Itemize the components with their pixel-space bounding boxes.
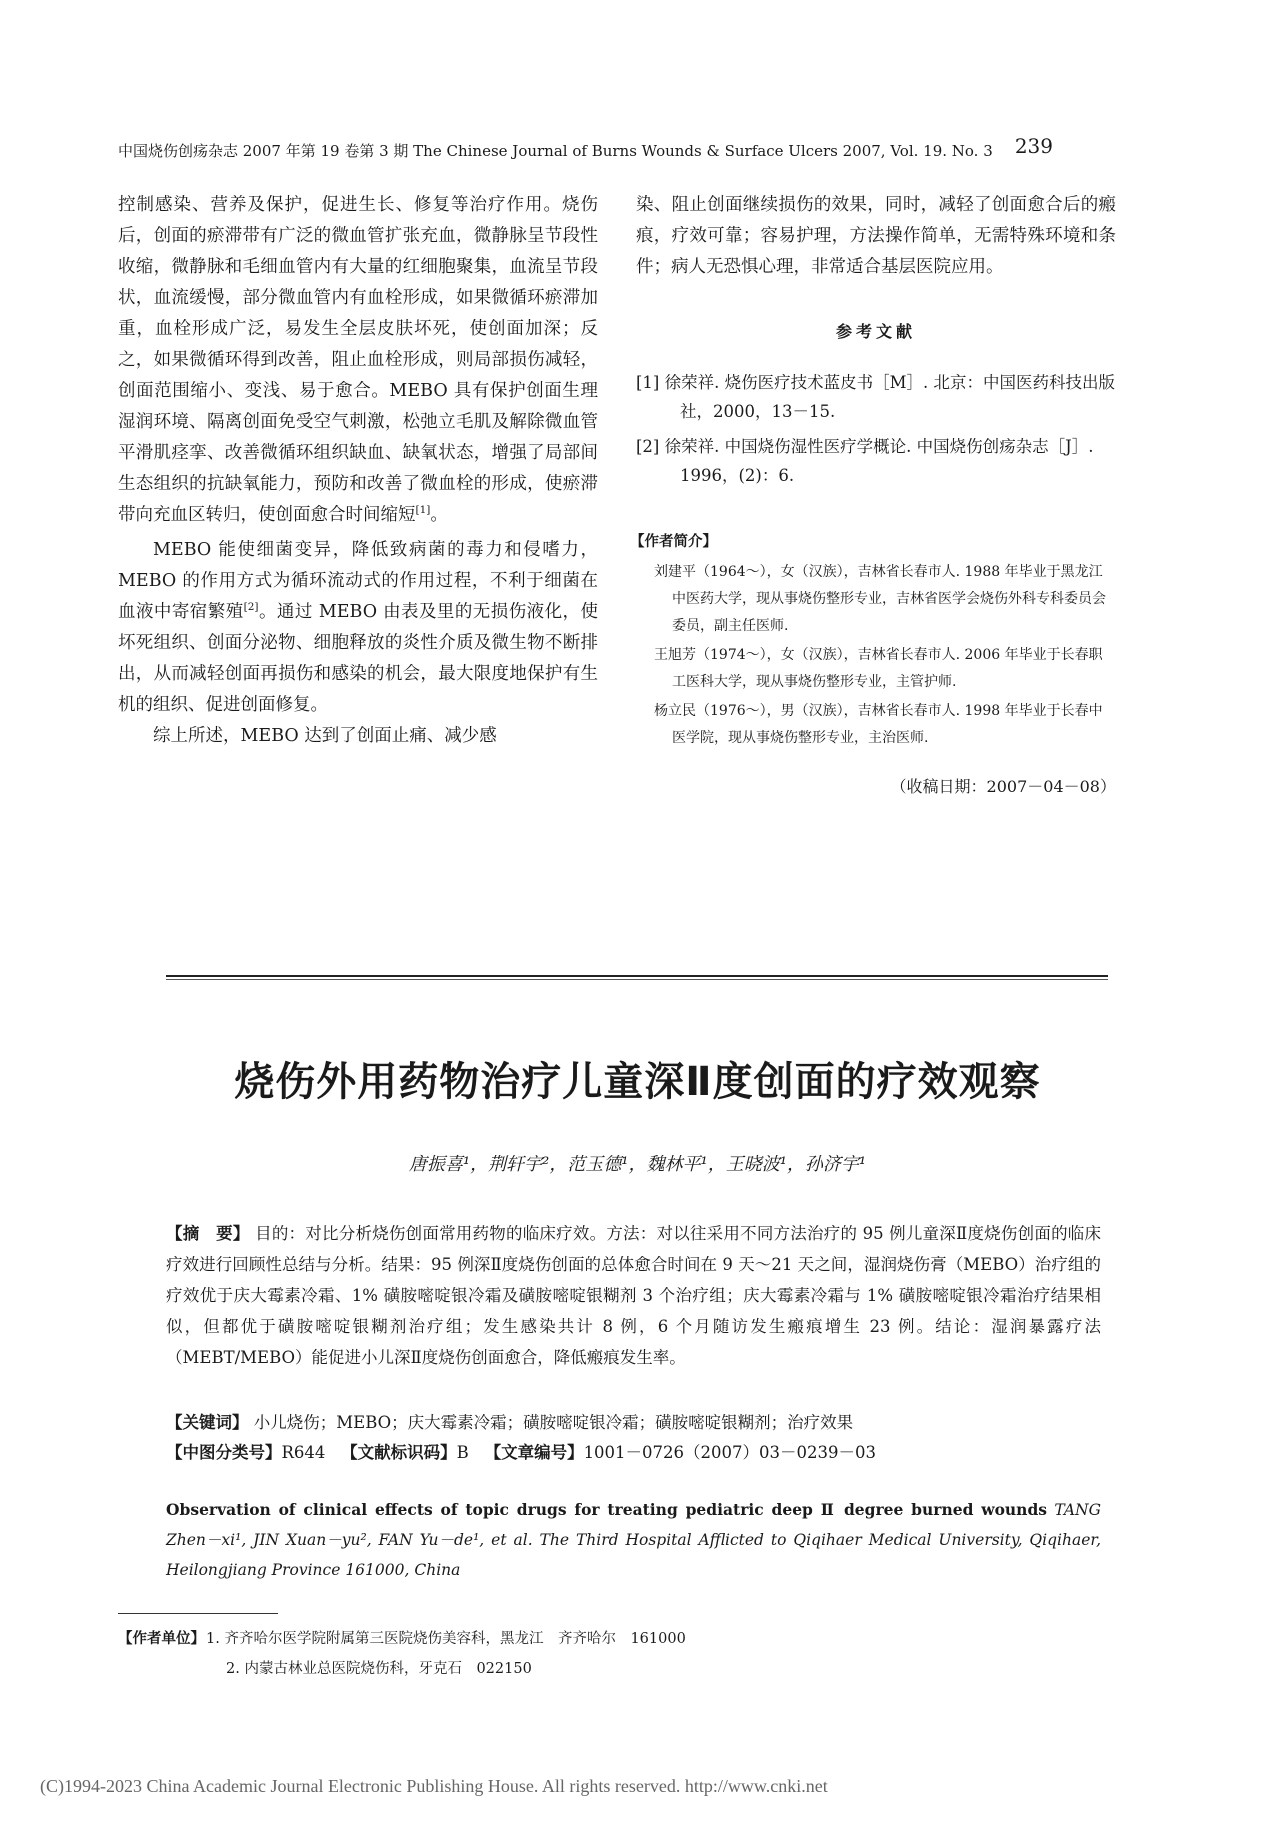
doccode-label: 【文献标识码】 xyxy=(341,1443,457,1462)
paragraph: 综上所述，MEBO 达到了创面止痛、减少感 xyxy=(153,726,497,746)
running-header xyxy=(118,134,1053,160)
author-bio: 杨立民（1976～），男（汉族），吉林省长春市人. 1998 年毕业于长春中医学院，现从事烧伤整形专业，主治医师. xyxy=(654,703,1103,746)
author-bio: 刘建平（1964～），女（汉族），吉林省长春市人. 1988 年毕业于黑龙江中医药大学，现从事烧伤整形专业，吉林省医学会烧伤外科专科委员会委员，副主任医师. xyxy=(654,564,1106,634)
citation[interactable]: [1] xyxy=(415,504,431,517)
section-divider-thin xyxy=(166,979,1108,980)
reference-item: [1] 徐荣祥. 烧伤医疗技术蓝皮书［M］. 北京：中国医药科技出版社，2000，13－15. xyxy=(636,373,1115,421)
articleno-value: 1001－0726（2007）03－0239－03 xyxy=(583,1443,877,1462)
affiliation-2: 2. 内蒙古林业总医院烧伤科，牙克石 022150 xyxy=(226,1661,532,1677)
paragraph: 控制感染、营养及保护，促进生长、修复等治疗作用。烧伤后，创面的瘀滞带有广泛的微血管扩张充血，微静脉呈节段性收缩，微静脉和毛细血管内有大量的红细胞聚集，血流呈节段状，血流缓慢，部分微血管内有血栓形成，如果微循环瘀滞加重，血栓形成广泛，易发生全层皮肤坏死，使创面加深；反之，如果微循环得到改善，阻止血栓形成，则局部损伤减轻，创面范围缩小、变浅、易于愈合。MEBO 具有保护创面生理湿润环境、隔离创面免受空气刺激，松弛立毛肌及解除微血管平滑肌痉挛、改善微循环组织缺血、缺氧状态，增强了局部间生态组织的抗缺氧能力，预防和改善了微血栓的形成，使瘀滞带向充血区转归，使创面愈合时间缩短[1]。 xyxy=(118,195,598,525)
author-bio-heading: 【作者简介】 xyxy=(630,533,717,550)
clc-label: 【中图分类号】 xyxy=(166,1443,282,1462)
paragraph: 染、阻止创面继续损伤的效果，同时，减轻了创面愈合后的瘢痕，疗效可靠；容易护理，方法操作简单，无需特殊环境和条件；病人无恐惧心理，非常适合基层医院应用。 xyxy=(636,195,1116,277)
author-bio: 王旭芳（1974～），女（汉族），吉林省长春市人. 2006 年毕业于长春职工医科大学，现从事烧伤整形专业，主管护师. xyxy=(654,647,1103,690)
section-divider xyxy=(166,975,1108,977)
running-title: 中国烧伤创疡杂志 2007 年第 19 卷第 3 期 The Chinese Journal of Burns Wounds & Surface Ulcers 2007, Vol. 19. No. 3 xyxy=(118,142,993,160)
keywords: 小儿烧伤；MEBO；庆大霉素冷霜；磺胺嘧啶银冷霜；磺胺嘧啶银糊剂；治疗效果 xyxy=(253,1413,854,1432)
english-abstract-header xyxy=(166,1495,1101,1585)
abstract-text: 目的：对比分析烧伤创面常用药物的临床疗效。方法：对以往采用不同方法治疗的 95 例儿童深Ⅱ度烧伤创面的临床疗效进行回顾性总结与分析。结果：95 例深Ⅱ度烧伤创面的总体愈合时间在 9 天～21 天之间，湿润烧伤膏（MEBO）治疗组的疗效优于庆大霉素冷霜、1% 磺胺嘧啶银冷霜及磺胺嘧啶银糊剂 3 个治疗组；庆大霉素冷霜与 1% 磺胺嘧啶银冷霜治疗结果相似，但都优于磺胺嘧啶银糊剂治疗组；发生感染共计 8 例，6 个月随访发生瘢痕增生 23 例。结论：湿润暴露疗法（MEBT/MEBO）能促进小儿深Ⅱ度烧伤创面愈合，降低瘢痕发生率。 xyxy=(166,1224,1102,1367)
references-heading: 参考文献 xyxy=(835,322,916,341)
reference-item: [2] 徐荣祥. 中国烧伤湿性医疗学概论. 中国烧伤创疡杂志［J］. 1996，(2)：6. xyxy=(636,437,1094,485)
page-number: 239 xyxy=(1014,134,1053,158)
english-title: Observation of clinical effects of topic drugs for treating pediatric deep Ⅱ degree burned wounds xyxy=(166,1500,1048,1519)
copyright-footer: (C)1994-2023 China Academic Journal Electronic Publishing House. All rights reserved. http://www.cnki.net xyxy=(40,1776,828,1796)
keywords-block xyxy=(166,1408,1101,1468)
abstract xyxy=(166,1218,1101,1373)
affiliation-1: 1. 齐齐哈尔医学院附属第三医院烧伤美容科，黑龙江 齐齐哈尔 161000 xyxy=(206,1631,686,1647)
affiliation-label: 【作者单位】 xyxy=(118,1630,205,1647)
footnote-rule xyxy=(118,1613,278,1614)
affiliations xyxy=(118,1624,1018,1684)
paragraph: MEBO 能使细菌变异，降低致病菌的毒力和侵嗜力，MEBO 的作用方式为循环流动式的作用过程，不利于细菌在血液中寄宿繁殖[2]。通过 MEBO 由表及里的无损伤液化，使坏死组织、创面分泌物、细胞释放的炎性介质及微生物不断排出，从而减轻创面再损伤和感染的机会，最大限度地保护有生机的组织、促进创面修复。 xyxy=(118,540,598,715)
doccode-value: B xyxy=(456,1443,469,1462)
keywords-label: 【关键词】 xyxy=(166,1413,249,1432)
right-column xyxy=(630,190,1116,797)
english-authors: TANG Zhen－xi¹, JIN Xuan－yu², FAN Yu－de¹, et al. The Third Hospital Afflicted to Qiqihaer Medical University, Qiqihaer, Heilongjiang Province 161000, China xyxy=(166,1501,1101,1579)
abstract-label: 【摘 要】 xyxy=(166,1224,250,1243)
clc-value: R644 xyxy=(281,1443,326,1462)
received-date: （收稿日期：2007－04－08） xyxy=(890,777,1116,796)
article-authors: 唐振喜¹，荆轩宇²，范玉德¹，魏林平¹，王晓波¹，孙济宇¹ xyxy=(408,1154,867,1175)
citation[interactable]: [2] xyxy=(243,601,259,614)
article-title: 烧伤外用药物治疗儿童深Ⅱ度创面的疗效观察 xyxy=(234,1059,1041,1105)
articleno-label: 【文章编号】 xyxy=(484,1443,584,1462)
left-column xyxy=(118,190,598,752)
